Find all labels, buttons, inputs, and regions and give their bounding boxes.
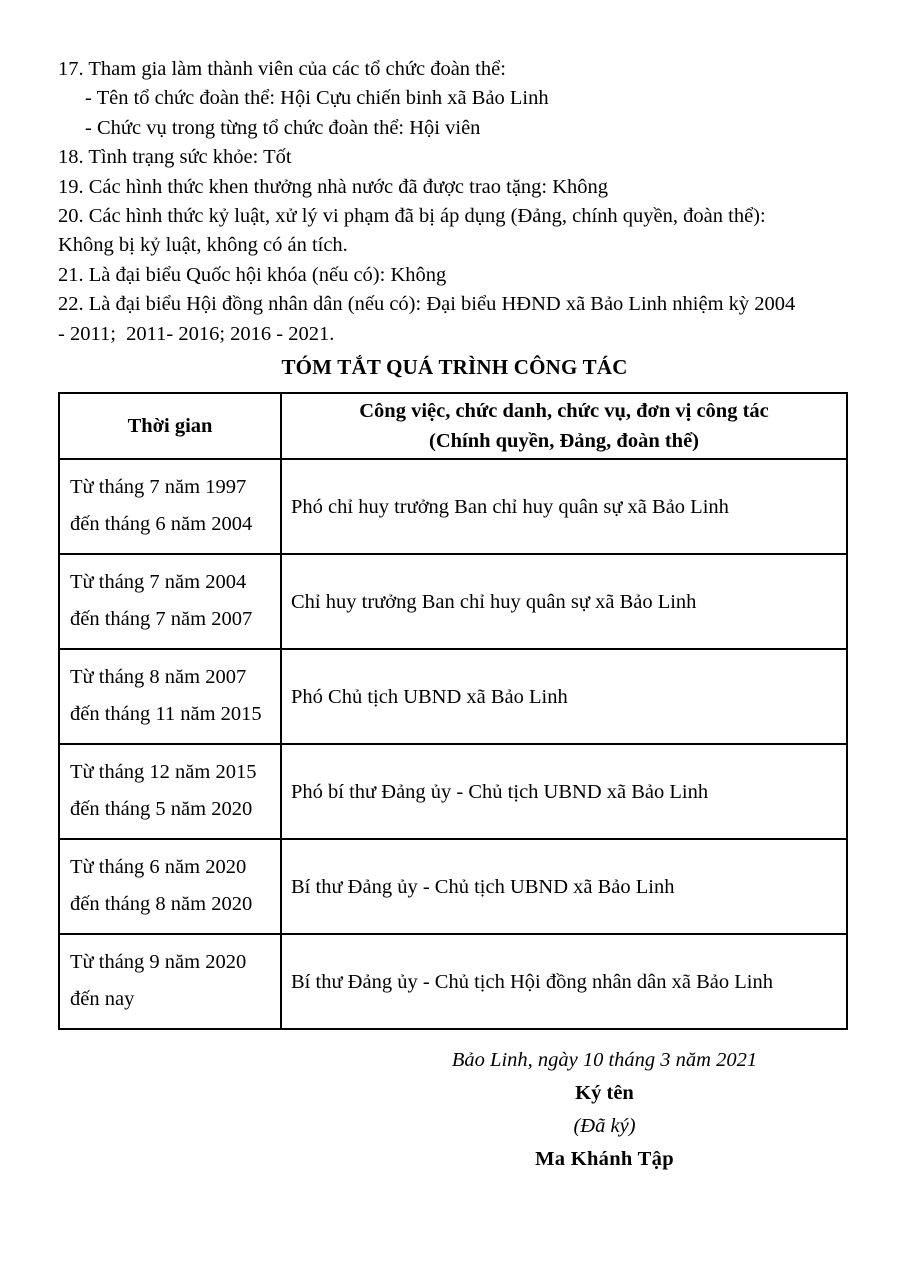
period-to: đến tháng 6 năm 2004 [70, 513, 253, 536]
period-cell [59, 744, 281, 839]
period-cell [59, 649, 281, 744]
item-17: 17. Tham gia làm thành viên của các tổ chức đoàn thể: [58, 58, 506, 80]
item-22-peoples-council-continued: - 2011; 2011- 2016; 2016 - 2021. [58, 322, 335, 345]
header-time-column: Thời gian [59, 393, 281, 459]
signed-note: (Đã ký) [573, 1115, 636, 1138]
item-17-sub-organization: - Tên tổ chức đoàn thể: Hội Cựu chiến binh xã Bảo Linh [85, 87, 549, 110]
header-job-line2: (Chính quyền, Đảng, đoàn thể) [429, 430, 699, 453]
period-to: đến tháng 7 năm 2007 [70, 608, 253, 631]
period-cell [59, 554, 281, 649]
period-to: đến nay [70, 988, 135, 1011]
signature-label: Ký tên [575, 1082, 634, 1105]
header-job-line1: Công việc, chức danh, chức vụ, đơn vị công tác [359, 400, 769, 423]
table-row [59, 649, 847, 744]
item-20-discipline: 20. Các hình thức kỷ luật, xử lý vi phạm đã bị áp dụng (Đảng, chính quyền, đoàn thể): [58, 205, 766, 228]
table-row [59, 934, 847, 1029]
position-cell: Bí thư Đảng ủy - Chủ tịch UBND xã Bảo Linh [281, 839, 847, 934]
period-from: Từ tháng 7 năm 2004 [70, 571, 247, 594]
item-17-sub-role: - Chức vụ trong từng tổ chức đoàn thể: Hội viên [85, 116, 481, 139]
signature-place-date: Bảo Linh, ngày 10 tháng 3 năm 2021 [451, 1049, 758, 1072]
work-history-title: TÓM TẮT QUÁ TRÌNH CÔNG TÁC [281, 355, 628, 380]
period-from: Từ tháng 12 năm 2015 [70, 761, 257, 784]
item-18-health: 18. Tình trạng sức khỏe: Tốt [58, 146, 292, 169]
item-20-discipline-continued: Không bị kỷ luật, không có án tích. [58, 234, 348, 257]
period-cell [59, 839, 281, 934]
position-cell: Chỉ huy trưởng Ban chỉ huy quân sự xã Bảo Linh [281, 554, 847, 649]
position-cell: Bí thư Đảng ủy - Chủ tịch Hội đồng nhân dân xã Bảo Linh [281, 934, 847, 1029]
position-cell: Phó Chủ tịch UBND xã Bảo Linh [281, 649, 847, 744]
table-header-row [59, 393, 847, 459]
period-cell [59, 459, 281, 554]
position-cell: Phó bí thư Đảng ủy - Chủ tịch UBND xã Bảo Linh [281, 744, 847, 839]
table-row [59, 744, 847, 839]
period-to: đến tháng 8 năm 2020 [70, 893, 253, 916]
item-22-peoples-council: 22. Là đại biểu Hội đồng nhân dân (nếu có): Đại biểu HĐND xã Bảo Linh nhiệm kỳ 2004 [58, 293, 796, 316]
table-row [59, 459, 847, 554]
item-21-national-assembly: 21. Là đại biểu Quốc hội khóa (nếu có): Không [58, 263, 447, 286]
period-from: Từ tháng 9 năm 2020 [70, 951, 247, 974]
work-history-table [58, 392, 848, 1030]
signature-block [58, 1044, 851, 1176]
table-row [59, 839, 847, 934]
header-job-column [281, 393, 847, 459]
period-from: Từ tháng 8 năm 2007 [70, 666, 247, 689]
position-cell: Phó chỉ huy trưởng Ban chỉ huy quân sự xã Bảo Linh [281, 459, 847, 554]
signer-name: Ma Khánh Tập [535, 1148, 674, 1171]
period-cell [59, 934, 281, 1029]
numbered-items-section [58, 55, 851, 349]
period-to: đến tháng 11 năm 2015 [70, 703, 262, 726]
item-19-awards: 19. Các hình thức khen thưởng nhà nước đã được trao tặng: Không [58, 175, 609, 198]
period-from: Từ tháng 6 năm 2020 [70, 856, 247, 879]
period-to: đến tháng 5 năm 2020 [70, 798, 253, 821]
table-row [59, 554, 847, 649]
period-from: Từ tháng 7 năm 1997 [70, 476, 247, 499]
